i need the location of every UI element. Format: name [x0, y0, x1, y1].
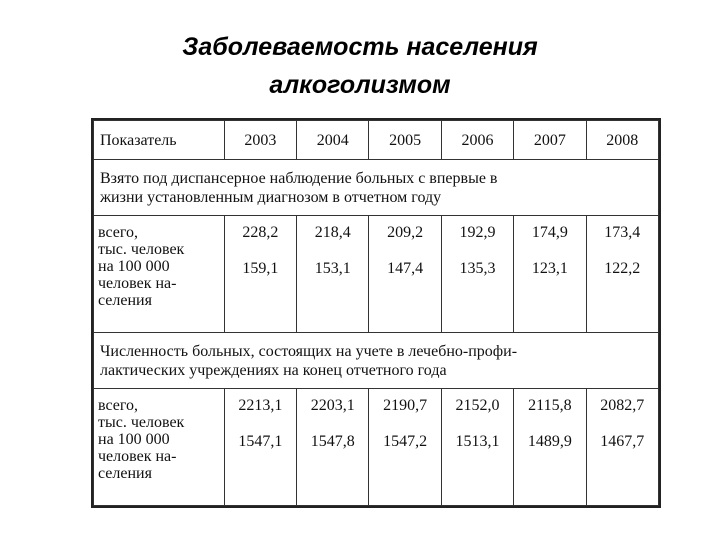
section-heading-row [94, 333, 659, 389]
table-row [94, 216, 659, 333]
value-per-100000: 153,1 [314, 260, 351, 277]
header-year-2008: 2008 [586, 121, 658, 160]
row-label-line: человек на- [98, 448, 177, 465]
section-heading-registered [94, 333, 659, 389]
value-total: 2082,7 [600, 397, 645, 414]
row-label-line: человек на- [98, 275, 177, 292]
header-indicator: Показатель [94, 121, 225, 160]
statistics-table [93, 120, 659, 506]
statistics-table-frame [91, 118, 661, 508]
table-cell-2005 [369, 389, 441, 506]
value-total: 2115,8 [528, 397, 572, 414]
value-total: 2190,7 [383, 397, 428, 414]
value-per-100000: 1467,7 [600, 433, 645, 450]
slide-title-line-2: алкоголизмом [269, 71, 451, 99]
header-year-2006: 2006 [441, 121, 513, 160]
value-per-100000: 1547,8 [310, 433, 355, 450]
section-heading-line: лактических учреждениях на конец отчетного года [100, 362, 447, 379]
row-label-line: всего, [98, 397, 139, 414]
value-total: 2152,0 [455, 397, 500, 414]
header-year-2003: 2003 [224, 121, 296, 160]
value-per-100000: 1513,1 [455, 433, 500, 450]
header-year-2005: 2005 [369, 121, 441, 160]
value-per-100000: 135,3 [459, 260, 496, 277]
table-cell-2004 [297, 389, 369, 506]
table-header-row [94, 121, 659, 160]
value-per-100000: 1547,1 [238, 433, 283, 450]
table-cell-2007 [514, 389, 586, 506]
row-label-line: на 100 000 [98, 258, 170, 275]
row-label-line: всего, [98, 224, 139, 241]
row-label [94, 216, 225, 333]
table-cell-2003 [224, 216, 296, 333]
section-heading-line: Численность больных, состоящих на учете в лечебно-профи- [100, 343, 518, 360]
table-cell-2006 [441, 389, 513, 506]
value-per-100000: 1489,9 [527, 433, 572, 450]
value-total: 228,2 [242, 224, 279, 241]
table-cell-2007 [514, 216, 586, 333]
header-year-2007: 2007 [514, 121, 586, 160]
value-per-100000: 122,2 [604, 260, 641, 277]
value-per-100000: 123,1 [531, 260, 568, 277]
value-total: 192,9 [459, 224, 496, 241]
row-label [94, 389, 225, 506]
row-label-line: тыс. человек [98, 414, 185, 431]
value-per-100000: 147,4 [387, 260, 424, 277]
row-label-line: селения [98, 292, 152, 309]
value-total: 173,4 [604, 224, 641, 241]
row-label-line: селения [98, 465, 152, 482]
section-heading-new-cases [94, 160, 659, 216]
table-cell-2008 [586, 389, 658, 506]
row-label-line: на 100 000 [98, 431, 170, 448]
section-heading-row [94, 160, 659, 216]
value-total: 174,9 [531, 224, 568, 241]
value-total: 2203,1 [310, 397, 355, 414]
table-row [94, 389, 659, 506]
table-cell-2004 [297, 216, 369, 333]
table-cell-2008 [586, 216, 658, 333]
section-heading-line: жизни установленным диагнозом в отчетном году [100, 189, 442, 206]
header-year-2004: 2004 [297, 121, 369, 160]
value-total: 2213,1 [238, 397, 283, 414]
table-cell-2006 [441, 216, 513, 333]
value-total: 209,2 [387, 224, 424, 241]
table-cell-2005 [369, 216, 441, 333]
value-total: 218,4 [314, 224, 351, 241]
value-per-100000: 1547,2 [383, 433, 428, 450]
slide-title [0, 28, 720, 104]
section-heading-line: Взято под диспансерное наблюдение больных с впервые в [100, 170, 498, 187]
value-per-100000: 159,1 [242, 260, 279, 277]
table-cell-2003 [224, 389, 296, 506]
slide-title-line-1: Заболеваемость населения [182, 33, 538, 61]
row-label-line: тыс. человек [98, 241, 185, 258]
